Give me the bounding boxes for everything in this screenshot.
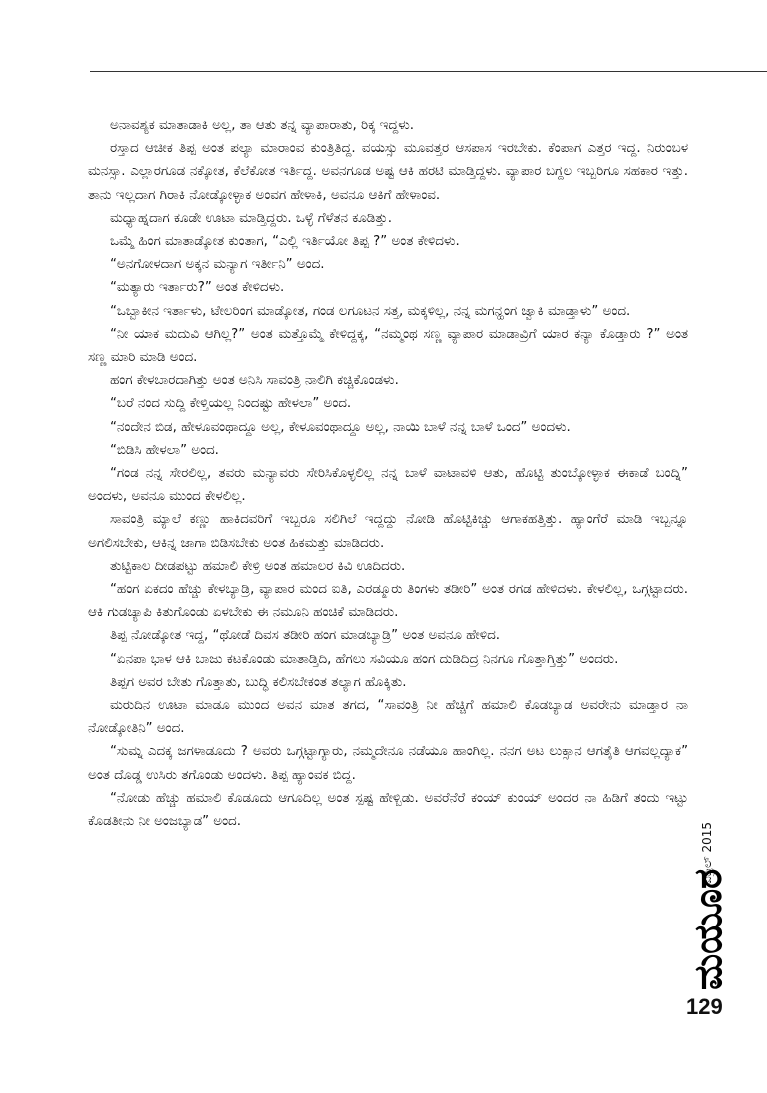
paragraph: “ಏನಪಾ ಭಾಳ ಆಕಿ ಬಾಜು ಕಟಕೊಂಡು ಮಾತಾಡ್ತಿದಿ, ಹೆಗಲು ಸವಿಯೂ ಹಂಗ ದುಡಿದಿದ್ರ ನಿನಗೂ ಗೊತ್ತಾಗ್ತಿತ್ತು” ಅಂದರು.	[110, 651, 619, 667]
magazine-name: ಮಯೂರ	[686, 868, 730, 990]
paragraph: “ಹಂಗ ಏಕದಂ ಹೆಚ್ಚು ಕೇಳಬ್ಯಾಡ್ರಿ, ವ್ಯಾಪಾರ ಮಂದ ಐತಿ, ಎರಡ್ಮೂರು ತಿಂಗಳು ತಡೀರಿ” ಅಂತ ರಗಡ ಹೇಳಿದಳು. ಕೇಳಲಿಲ್ಲ, ಒಗ್ಗಟ್ಟಾದರು. ಆಕಿ ಗುಡಚ್ಯಾಪಿ ಕಿತುಗೊಂಡು ಏಳಬೇಕು ಈ ನಮೂನಿ ಹಂಚಿಕೆ ಮಾಡಿದರು.	[88, 582, 688, 621]
paragraph: “ಅನಗೋಳದಾಗ ಅಕ್ಕನ ಮನ್ಯಾಗ ಇರ್ತೀನಿ” ಅಂದ.	[110, 257, 325, 273]
paragraph: “ನೀ ಯಾಕ ಮದುವಿ ಆಗಿಲ್ಲ?” ಅಂತ ಮತ್ತೊಮ್ಮೆ ಕೇಳಿದ್ದಕ್ಕ, “ನಮ್ಮಂಥ ಸಣ್ಣ ವ್ಯಾಪಾರ ಮಾಡಾವ್ರಿಗೆ ಯಾರ ಕನ್ಯಾ ಕೊಡ್ತಾರು ?” ಅಂತ ಸಣ್ಣ ಮಾರಿ ಮಾಡಿ ಅಂದ.	[88, 326, 688, 366]
paragraph: “ಗಂಡ ನನ್ನ ಸೇರಲಿಲ್ಲ, ತವರು ಮನ್ಯಾವರು ಸೇರಿಸಿಕೊಳ್ಳಲಿಲ್ಲ ನನ್ನ ಬಾಳೆ ವಾಟಾವಳಿ ಆತು, ಹೊಟ್ಟಿ ತುಂಬ್ಕೋಳ್ಳಾಕ ಈಕಾಡೆ ಬಂದ್ನಿ” ಅಂದಳು, ಅವನೂ ಮುಂದ ಕೇಳಲಿಲ್ಲ.	[88, 466, 688, 505]
paragraph: “ನೋಡು ಹೆಚ್ಚು ಹಮಾಲಿ ಕೊಡೂದು ಆಗೂದಿಲ್ಲ ಅಂತ ಸ್ಪಷ್ಟ ಹೇಳ್ಬಿಡು. ಅವರೆನೆರೆ ಕಂಯ್ ಕುಂಯ್ ಅಂದರ ನಾ ಹಿಡಿಗೆ ತಂದು ಇಟ್ಟು ಕೊಡತೀನು ನೀ ಅಂಜಬ್ಯಾಡ” ಅಂದ.	[88, 790, 688, 830]
paragraph: “ನಂದೇನ ಬಿಡ, ಹೇಳೂವಂಥಾದ್ದೂ ಅಲ್ಲ, ಕೇಳೂವಂಥಾದ್ದೂ ಅಲ್ಲ, ನಾಯಿ ಬಾಳೆ ನನ್ನ ಬಾಳೆ ಒಂದ” ಅಂದಳು.	[110, 419, 571, 435]
paragraph: ಹಂಗ ಕೇಳಬಾರದಾಗಿತ್ತು ಅಂತ ಅನಿಸಿ ಸಾವಂತ್ರಿ ನಾಲಿಗಿ ಕಚ್ಚಿಕೊಂಡಳು.	[110, 373, 399, 389]
paragraph: ರಸ್ತಾದ ಆಚೀಕ ತಿಪ್ಪ ಅಂತ ಪಲ್ಯಾ ಮಾರಾಂವ ಕುಂತ್ರಿತಿದ್ದ. ವಯಸ್ಸು ಮೂವತ್ತರ ಆಸಪಾಸ ಇರಬೇಕು. ಕೆಂಪಾಗ ಎತ್ತರ ಇದ್ದ. ನಿರುಂಬಳ ಮನಸ್ಸಾ. ಎಲ್ಲಾರಗೂಡ ನಕ್ಕೋತ, ಕೆಲೆಕೋತ ಇರ್ತಿದ್ದ. ಅವನಗೂಡ ಅಷ್ಟ ಆಕಿ ಹರಟಿ ಮಾಡ್ತಿದ್ದಳು. ವ್ಯಾಪಾರ ಬಗ್ದಲ ಇಬ್ಬರಿಗೂ ಸಹಕಾರ ಇತ್ತು. ತಾನು ಇಲ್ಲದಾಗ ಗಿರಾಕಿ ನೋಡ್ಕೋಳ್ಳಾಕ ಅಂವಗ ಹೇಳಾಕಿ, ಅವನೂ ಆಕಿಗೆ ಹೇಳಾಂವ.	[88, 141, 688, 203]
paragraph: ಒಮ್ಮೆ ಹಿಂಗ ಮಾತಾಡ್ಕೋತ ಕುಂತಾಗ, “ಎಲ್ಲಿ ಇರ್ತಿಯೋ ತಿಪ್ಪ ?” ಅಂತ ಕೇಳಿದಳು.	[110, 234, 460, 250]
issue-date: ಏಪ್ರಿಲ್ 2015	[700, 822, 714, 884]
paragraph: “ಬಿಡಿಸಿ ಹೇಳಲಾ” ಅಂದ.	[110, 442, 219, 458]
paragraph: ಮರುದಿನ ಊಟಾ ಮಾಡೂ ಮುಂದ ಅವನ ಮಾತ ತಗದ, “ಸಾವಂತ್ರಿ ನೀ ಹೆಚ್ಚಿಗೆ ಹಮಾಲಿ ಕೊಡಬ್ಯಾಡ ಅವರೇನು ಮಾಡ್ತಾರ ನಾ ನೋಡ್ಕೋತಿನಿ” ಅಂದ.	[88, 698, 688, 737]
paragraph: “ಒಬ್ಬಾಕೀನ ಇರ್ತಾಳು, ಟೇಲರಿಂಗ ಮಾಡ್ಕೋತ, ಗಂಡ ಲಗೂಟನ ಸತ್ತ, ಮಕ್ಕಳಿಲ್ಲ, ನನ್ನ ಮಗನ್ಹಂಗ ಜ್ವಾಕಿ ಮಾಡ್ತಾಳು” ಅಂದ.	[110, 303, 631, 319]
paragraph: “ಸುಮ್ನ ಎದಕ್ಕ ಜಗಳಾಡೂದು ? ಅವರು ಒಗ್ಗಟ್ಟಾಗ್ಯಾರು, ನಮ್ಮದೇನೂ ನಡೆಯೂ ಹಾಂಗಿಲ್ಲ. ನನಗ ಅಟ ಲುಕ್ಸಾನ ಆಗತೈತಿ ಆಗವಲ್ಲದ್ಯಾಕ” ಅಂತ ದೊಡ್ಡ ಉಸಿರು ತಗೊಂಡು ಅಂದಳು. ತಿಪ್ಪ ಹ್ಯಾಂವಕ ಬಿದ್ದ.	[88, 744, 688, 783]
paragraph: “ಮತ್ಯಾರು ಇರ್ತಾರು?” ಅಂತ ಕೇಳಿದಳು.	[110, 280, 285, 296]
paragraph: ತುಟ್ಟಿಕಾಲ ದೀಡಪಟ್ಟು ಹಮಾಲಿ ಕೇಳ್ರಿ ಅಂತ ಹಮಾಲರ ಕಿವಿ ಊದಿದರು.	[110, 558, 406, 574]
article-body	[88, 114, 688, 833]
page-number: 129	[686, 994, 723, 1019]
paragraph: ತಿಪ್ಪ ನೋಡ್ಕೋತ ಇದ್ದ, “ಥೋಡೆ ದಿವಸ ತಡೀರಿ ಹಂಗ ಮಾಡಬ್ಯಾಡ್ರಿ” ಅಂತ ಅವನೂ ಹೇಳಿದ.	[110, 628, 500, 644]
paragraph: ಮಧ್ಯಾಹ್ನದಾಗ ಕೂಡೇ ಊಟಾ ಮಾಡ್ತಿದ್ದರು. ಒಳ್ಳೆ ಗೆಳೆತನ ಕೂಡಿತ್ತು.	[110, 210, 392, 226]
header-rule	[90, 71, 767, 72]
paragraph: “ಬರೆ ನಂದ ಸುದ್ದಿ ಕೇಳ್ತಿಯಲ್ಲ ನಿಂದಷ್ಟು ಹೇಳಲಾ” ಅಂದ.	[110, 396, 352, 412]
paragraph: ಅನಾವಶ್ಯಕ ಮಾತಾಡಾಕಿ ಅಲ್ಲ, ತಾ ಆತು ತನ್ನ ವ್ಯಾಪಾರಾತು, ರಿಕ್ಕ ಇದ್ದಳು.	[110, 118, 415, 133]
paragraph: ಸಾವಂತ್ರಿ ಮ್ಯಾಲೆ ಕಣ್ಣು ಹಾಕಿದವರಿಗೆ ಇಬ್ಬರೂ ಸಲಿಗಿಲೆ ಇದ್ದದ್ದು ನೋಡಿ ಹೊಟ್ಟಿಕಿಚ್ಚು ಆಗಾಕಹತ್ತಿತ್ತು. ಹ್ಯಾಂಗೆರೆ ಮಾಡಿ ಇಬ್ಬನ್ನೂ ಅಗಲಿಸಬೇಕು, ಆಕಿನ್ನ ಜಾಗಾ ಬಿಡಿಸಬೇಕು ಅಂತ ಹಿಕಮತ್ತು ಮಾಡಿದರು.	[88, 512, 688, 551]
paragraph: ತಿಪ್ಪಗ ಅವರ ಬೇತು ಗೊತ್ತಾತು, ಬುದ್ಧಿ ಕಲಿಸಬೇಕಂತ ತಲ್ಯಾಗ ಹೊಕ್ಕಿತು.	[110, 674, 407, 690]
